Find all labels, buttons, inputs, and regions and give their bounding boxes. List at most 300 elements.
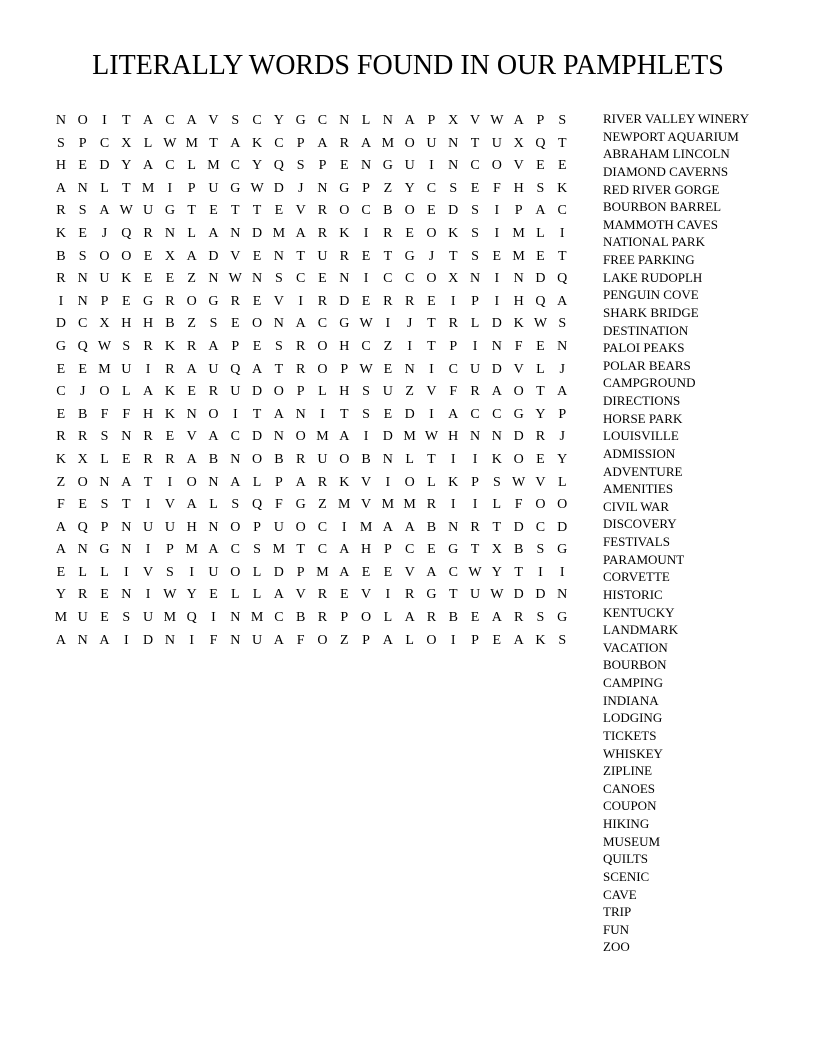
grid-letter: E — [383, 406, 393, 422]
grid-letter: D — [382, 429, 393, 445]
grid-letter: A — [491, 384, 502, 400]
grid-letter: A — [295, 474, 306, 490]
word-list-item: VACATION — [603, 639, 668, 655]
grid-letter: U — [273, 519, 284, 535]
grid-letter: A — [208, 542, 219, 558]
grid-letter: T — [274, 361, 284, 377]
grid-letter: E — [536, 158, 545, 174]
grid-letter: U — [121, 361, 132, 377]
grid-letter: X — [99, 316, 110, 332]
grid-letter: E — [361, 293, 371, 309]
letter-grid — [50, 110, 573, 652]
grid-letter: E — [252, 248, 262, 264]
grid-letter: I — [494, 271, 500, 287]
grid-letter: E — [536, 248, 545, 264]
grid-letter: S — [471, 225, 479, 241]
grid-letter: E — [78, 225, 87, 241]
grid-letter: E — [339, 587, 349, 603]
grid-letter: G — [99, 542, 110, 558]
grid-letter: A — [273, 632, 284, 648]
grid-letter: O — [513, 384, 524, 400]
grid-letter: A — [339, 542, 350, 558]
grid-letter: Q — [535, 135, 546, 151]
grid-letter: W — [97, 338, 112, 354]
grid-letter: T — [536, 384, 545, 400]
grid-letter: I — [189, 564, 195, 580]
grid-letter: P — [471, 293, 479, 309]
grid-letter: R — [295, 361, 306, 377]
grid-letter: M — [98, 361, 111, 377]
grid-letter: Y — [186, 587, 197, 603]
grid-letter: I — [559, 564, 565, 580]
grid-letter: C — [274, 135, 284, 151]
grid-letter: G — [557, 542, 568, 558]
grid-letter: O — [295, 429, 306, 445]
word-list-item: INDIANA — [603, 692, 659, 708]
grid-letter: Y — [252, 158, 263, 174]
grid-letter: A — [143, 113, 154, 128]
grid-letter: O — [404, 135, 415, 151]
grid-letter: E — [557, 158, 567, 174]
grid-letter: N — [208, 519, 219, 535]
grid-letter: Z — [339, 632, 349, 648]
grid-letter: T — [448, 587, 458, 603]
grid-letter: S — [78, 248, 87, 264]
grid-letter: U — [164, 519, 175, 535]
grid-letter: A — [295, 225, 306, 241]
grid-letter: A — [143, 384, 154, 400]
word-list-item: BOURBON — [603, 657, 667, 673]
grid-letter: I — [363, 271, 369, 287]
grid-letter: A — [382, 632, 393, 648]
grid-letter: P — [449, 338, 458, 354]
grid-letter: D — [448, 203, 459, 219]
grid-letter: V — [469, 113, 481, 128]
grid-letter: L — [252, 474, 262, 490]
grid-letter: U — [426, 135, 437, 151]
grid-letter: S — [471, 248, 479, 264]
grid-letter: O — [535, 497, 546, 513]
grid-letter: B — [513, 542, 524, 558]
grid-letter: K — [535, 632, 546, 648]
grid-letter: C — [78, 316, 88, 332]
word-list-item: NEWPORT AQUARIUM — [603, 128, 739, 144]
grid-letter: E — [78, 497, 87, 513]
grid-letter: I — [167, 474, 173, 490]
grid-letter: N — [99, 474, 110, 490]
word-list-item: LOUISVILLE — [603, 428, 679, 444]
grid-letter: A — [186, 113, 197, 128]
grid-letter: Q — [252, 497, 263, 513]
grid-letter: E — [536, 338, 545, 354]
grid-letter: S — [558, 316, 567, 332]
grid-letter: V — [360, 474, 372, 490]
grid-letter: N — [121, 429, 132, 445]
grid-letter: R — [208, 384, 219, 400]
grid-letter: T — [122, 180, 131, 196]
grid-letter: I — [123, 564, 129, 580]
grid-letter: O — [557, 497, 568, 513]
grid-letter: I — [145, 542, 151, 558]
grid-letter: V — [426, 384, 437, 400]
grid-letter: O — [99, 248, 110, 264]
grid-letter: T — [187, 203, 196, 219]
grid-letter: E — [427, 293, 436, 309]
grid-letter: I — [232, 406, 238, 422]
grid-letter: R — [165, 361, 175, 377]
grid-letter: I — [450, 451, 456, 467]
word-list-item: MAMMOTH CAVES — [603, 216, 718, 232]
grid-letter: I — [450, 632, 456, 648]
grid-letter: S — [362, 406, 370, 422]
grid-letter: C — [165, 158, 175, 174]
grid-letter: H — [448, 429, 459, 445]
grid-letter: F — [209, 632, 218, 648]
grid-letter: R — [187, 338, 197, 354]
grid-letter: A — [513, 632, 524, 648]
grid-letter: U — [252, 632, 263, 648]
grid-letter: I — [450, 497, 456, 513]
grid-letter: M — [403, 497, 416, 513]
grid-letter: T — [122, 113, 131, 128]
grid-letter: X — [513, 135, 524, 151]
grid-letter: E — [252, 338, 262, 354]
grid-letter: R — [535, 429, 546, 445]
grid-letter: I — [429, 158, 434, 174]
grid-letter: W — [119, 203, 133, 219]
grid-letter: D — [513, 587, 524, 603]
grid-letter: C — [274, 610, 284, 626]
grid-letter: E — [187, 384, 196, 400]
grid-letter: N — [121, 519, 132, 535]
grid-letter: N — [208, 271, 219, 287]
grid-letter: J — [428, 248, 435, 264]
grid-letter: P — [383, 542, 392, 558]
grid-letter: N — [55, 113, 66, 128]
grid-letter: A — [252, 361, 263, 377]
grid-letter: E — [470, 180, 480, 196]
grid-letter: T — [514, 564, 523, 580]
grid-letter: L — [252, 587, 262, 603]
grid-letter: R — [317, 474, 328, 490]
grid-letter: I — [494, 203, 500, 219]
grid-letter: Y — [535, 406, 546, 422]
grid-letter: R — [143, 225, 153, 241]
word-list-item: RED RIVER GORGE — [603, 181, 720, 197]
grid-letter: N — [273, 316, 284, 332]
grid-letter: E — [536, 451, 545, 467]
word-list-item: FREE PARKING — [603, 252, 695, 267]
grid-letter: N — [448, 135, 459, 151]
grid-letter: V — [295, 203, 306, 219]
grid-letter: U — [143, 203, 154, 219]
grid-letter: H — [360, 542, 372, 558]
grid-letter: R — [317, 203, 328, 219]
grid-letter: A — [99, 203, 110, 219]
grid-letter: E — [100, 610, 109, 626]
grid-letter: C — [448, 564, 458, 580]
grid-letter: P — [340, 361, 349, 377]
grid-letter: F — [100, 406, 109, 422]
word-list-item: PENGUIN COVE — [603, 287, 699, 303]
grid-letter: M — [359, 519, 373, 535]
grid-letter: P — [427, 113, 436, 128]
grid-letter: Q — [77, 519, 88, 535]
grid-letter: V — [295, 587, 306, 603]
grid-letter: H — [513, 180, 524, 196]
grid-letter: A — [121, 474, 132, 490]
grid-letter: A — [273, 406, 284, 422]
grid-letter: F — [274, 497, 283, 513]
grid-letter: F — [514, 338, 523, 354]
grid-letter: X — [448, 271, 459, 287]
grid-letter: O — [252, 316, 263, 332]
grid-letter: P — [471, 474, 479, 490]
grid-letter: M — [272, 542, 286, 558]
grid-letter: N — [77, 293, 88, 309]
grid-letter: R — [143, 429, 153, 445]
grid-letter: R — [426, 610, 437, 626]
grid-letter: R — [165, 451, 175, 467]
grid-letter: D — [404, 406, 415, 422]
grid-letter: O — [186, 293, 197, 309]
grid-letter: R — [426, 497, 437, 513]
grid-letter: D — [491, 361, 502, 377]
grid-letter: E — [383, 564, 393, 580]
grid-letter: N — [273, 429, 284, 445]
grid-letter: Y — [121, 158, 132, 174]
grid-letter: H — [143, 316, 154, 332]
grid-letter: A — [186, 248, 197, 264]
grid-letter: A — [55, 180, 66, 196]
grid-letter: C — [557, 203, 567, 219]
grid-letter: X — [448, 113, 459, 128]
grid-letter: I — [559, 225, 565, 241]
grid-letter: A — [186, 451, 197, 467]
grid-letter: U — [230, 384, 241, 400]
grid-letter: A — [55, 519, 66, 535]
grid-letter: I — [145, 361, 151, 377]
grid-letter: E — [209, 587, 218, 603]
grid-letter: T — [209, 135, 218, 151]
grid-letter: I — [341, 519, 347, 535]
grid-letter: R — [317, 225, 328, 241]
grid-letter: N — [230, 225, 241, 241]
grid-letter: F — [514, 497, 523, 513]
grid-letter: O — [513, 451, 524, 467]
grid-letter: P — [78, 135, 87, 151]
word-list-item: ZOO — [603, 939, 630, 955]
grid-letter: I — [472, 497, 478, 513]
grid-letter: D — [339, 293, 350, 309]
grid-letter: R — [513, 610, 524, 626]
grid-letter: C — [230, 158, 240, 174]
grid-letter: E — [252, 293, 262, 309]
grid-letter: M — [185, 542, 198, 558]
grid-letter: C — [165, 113, 175, 128]
word-list-item: LAKE RUDOPLH — [603, 269, 703, 285]
grid-letter: A — [426, 564, 437, 580]
grid-letter: E — [56, 564, 66, 580]
grid-letter: G — [295, 113, 306, 128]
grid-letter: T — [296, 248, 305, 264]
word-list-item: BOURBON BARREL — [603, 199, 722, 215]
word-list-item: WHISKEY — [603, 745, 663, 761]
grid-letter: J — [559, 361, 565, 377]
grid-letter: B — [208, 451, 219, 467]
word-list-item: CIVIL WAR — [603, 498, 670, 514]
grid-letter: K — [252, 135, 263, 151]
grid-letter: E — [361, 564, 371, 580]
grid-letter: C — [492, 406, 502, 422]
grid-letter: X — [77, 451, 88, 467]
grid-letter: L — [187, 158, 196, 174]
grid-letter: S — [274, 271, 283, 287]
grid-letter: P — [231, 338, 240, 354]
grid-letter: G — [404, 248, 415, 264]
grid-letter: Z — [383, 338, 393, 354]
word-list-item: LODGING — [603, 710, 663, 726]
grid-letter: E — [339, 158, 349, 174]
grid-letter: J — [297, 180, 304, 196]
grid-letter: Y — [491, 564, 502, 580]
grid-letter: A — [404, 610, 415, 626]
grid-letter: N — [448, 158, 459, 174]
grid-letter: P — [296, 135, 305, 151]
grid-letter: E — [165, 271, 175, 287]
grid-letter: C — [56, 384, 66, 400]
grid-letter: S — [122, 338, 131, 354]
word-list-item: SCENIC — [603, 868, 650, 884]
grid-letter: E — [470, 610, 480, 626]
grid-letter: K — [55, 225, 66, 241]
grid-letter: B — [56, 248, 66, 264]
grid-letter: S — [471, 203, 479, 219]
grid-letter: D — [513, 519, 524, 535]
grid-letter: I — [385, 316, 391, 332]
grid-letter: O — [208, 406, 219, 422]
grid-letter: N — [252, 271, 263, 287]
grid-letter: E — [427, 542, 436, 558]
grid-letter: R — [317, 293, 328, 309]
grid-letter: T — [448, 248, 458, 264]
grid-letter: C — [361, 203, 371, 219]
grid-letter: I — [298, 293, 303, 309]
grid-letter: O — [99, 384, 110, 400]
word-list-item: QUILTS — [603, 851, 649, 867]
grid-letter: W — [359, 361, 373, 377]
grid-letter: A — [491, 610, 502, 626]
grid-letter: C — [230, 429, 240, 445]
grid-letter: V — [360, 497, 372, 513]
grid-letter: Q — [273, 158, 284, 174]
grid-letter: S — [449, 180, 458, 196]
grid-letter: P — [340, 610, 349, 626]
grid-letter: R — [56, 429, 66, 445]
grid-letter: Z — [383, 180, 393, 196]
grid-letter: N — [230, 610, 241, 626]
grid-letter: I — [385, 587, 391, 603]
grid-letter: T — [383, 248, 393, 264]
page-title: LITERALLY WORDS FOUND IN OUR PAMPHLETS — [92, 50, 724, 81]
grid-letter: S — [231, 113, 240, 128]
grid-letter: D — [252, 384, 263, 400]
grid-letter: A — [382, 519, 393, 535]
grid-letter: G — [339, 316, 350, 332]
grid-letter: X — [491, 542, 502, 558]
grid-letter: C — [99, 135, 110, 151]
grid-letter: N — [230, 632, 241, 648]
grid-letter: C — [470, 406, 480, 422]
grid-letter: I — [123, 632, 129, 648]
grid-letter: Q — [77, 338, 88, 354]
grid-letter: R — [56, 271, 66, 287]
grid-letter: O — [426, 271, 437, 287]
grid-letter: A — [557, 293, 568, 309]
grid-letter: S — [536, 610, 545, 626]
grid-letter: D — [273, 564, 284, 580]
word-list-item: MUSEUM — [603, 833, 661, 849]
grid-letter: Z — [56, 474, 66, 490]
grid-letter: H — [55, 158, 66, 174]
grid-letter: O — [317, 632, 328, 648]
word-list-item: ABRAHAM LINCOLN — [603, 146, 730, 162]
grid-letter: V — [208, 113, 219, 128]
grid-letter: M — [403, 429, 416, 445]
grid-letter: D — [491, 316, 502, 332]
word-list-item: CAVE — [603, 886, 637, 902]
grid-letter: L — [143, 135, 153, 151]
grid-letter: U — [404, 158, 415, 174]
grid-letter: R — [339, 248, 349, 264]
grid-letter: I — [145, 497, 151, 513]
grid-letter: Z — [187, 271, 196, 287]
grid-letter: N — [513, 271, 524, 287]
grid-letter: N — [164, 632, 175, 648]
grid-letter: D — [273, 180, 284, 196]
grid-letter: A — [557, 384, 568, 400]
grid-letter: I — [211, 610, 216, 626]
grid-letter: R — [448, 316, 458, 332]
word-list-item: HORSE PARK — [603, 410, 683, 426]
grid-letter: N — [469, 429, 481, 445]
grid-letter: A — [186, 497, 197, 513]
grid-letter: I — [189, 632, 195, 648]
grid-letter: R — [143, 451, 153, 467]
grid-letter: B — [448, 610, 458, 626]
grid-letter: O — [252, 451, 263, 467]
grid-letter: E — [56, 406, 66, 422]
grid-letter: A — [208, 429, 219, 445]
grid-letter: R — [56, 203, 66, 219]
grid-letter: C — [535, 519, 546, 535]
grid-letter: V — [535, 474, 546, 490]
grid-letter: G — [208, 293, 219, 309]
grid-letter: R — [295, 338, 306, 354]
grid-letter: S — [57, 135, 65, 151]
grid-letter: L — [122, 384, 131, 400]
grid-letter: P — [187, 180, 196, 196]
grid-letter: C — [383, 271, 393, 287]
grid-letter: U — [208, 564, 219, 580]
grid-letter: E — [100, 587, 109, 603]
grid-letter: E — [427, 203, 436, 219]
grid-letter: G — [143, 293, 154, 309]
grid-letter: N — [295, 406, 306, 422]
grid-letter: R — [470, 384, 480, 400]
grid-letter: P — [514, 203, 523, 219]
grid-letter: W — [250, 180, 264, 196]
